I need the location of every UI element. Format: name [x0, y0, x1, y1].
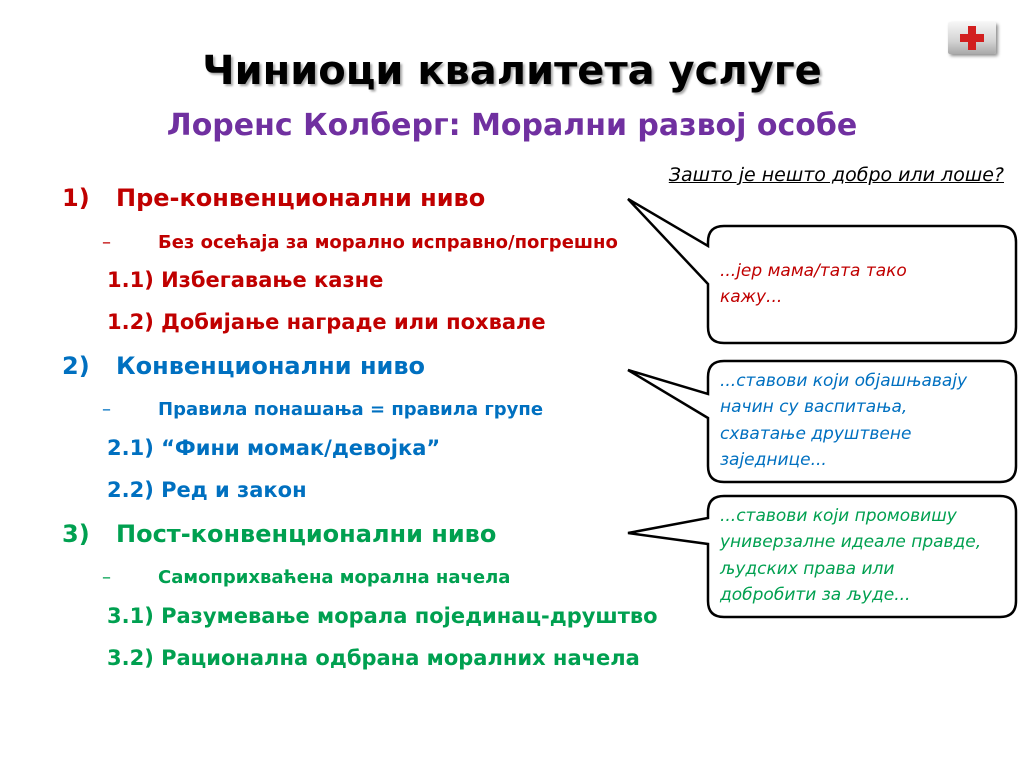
level-1-number: 1) — [62, 184, 90, 212]
level-3-description: – Самоприхваћена морална начела — [102, 567, 511, 588]
level-3-description-text: Самоприхваћена морална начела — [158, 567, 511, 588]
slide-subtitle: Лоренс Колберг: Морални развој особе — [166, 108, 858, 143]
level-3-number: 3) — [62, 520, 90, 548]
level-1-description: – Без осећаја за морално исправно/погрешно — [102, 232, 618, 253]
level-3-item-1: 3.1) Разумевање морала појединац-друштво — [107, 604, 658, 628]
callout-2-line-2: начин су васпитања, — [720, 397, 908, 418]
callout-3-line-4: добробити за људе... — [720, 585, 911, 606]
level-3-item-2: 3.2) Рационална одбрана моралних начела — [107, 646, 640, 670]
callout-1-text — [712, 258, 1012, 311]
level-2-label: Конвенционални ниво — [116, 352, 426, 380]
level-2-number: 2) — [62, 352, 90, 380]
callout-1-line-1: ...јер мама/тата тако — [720, 261, 907, 281]
level-2-description-text: Правила понашања = правила групе — [158, 399, 544, 420]
level-3-label: Пост-конвенционални ниво — [116, 520, 497, 548]
callout-2-text — [712, 368, 1012, 473]
level-1-description-text: Без осећаја за морално исправно/погрешно — [158, 232, 618, 253]
question-heading: Зашто је нешто добро или лоше? — [668, 164, 1004, 186]
level-1-item-1: 1.1) Избегавање казне — [107, 268, 384, 292]
callout-3-line-3: људских права или — [720, 558, 895, 579]
slide-title: Чиниоци квалитета услуге — [202, 48, 822, 94]
callout-2-line-4: заједнице... — [720, 450, 827, 471]
callout-2-line-1: ...ставови који објашњавају — [720, 371, 968, 391]
level-1-label: Пре-конвенционални ниво — [116, 184, 486, 212]
callout-1-line-2: кажу... — [720, 287, 783, 308]
callout-3-text — [712, 503, 1012, 608]
callout-3-line-1: ...ставови који промовишу — [720, 506, 957, 526]
level-2-item-1: 2.1) “Фини момак/девојка” — [107, 436, 441, 460]
level-2-description: – Правила понашања = правила групе — [102, 399, 544, 420]
level-1-item-2: 1.2) Добијање награде или похвале — [107, 310, 546, 334]
level-2-item-2: 2.2) Ред и закон — [107, 478, 307, 502]
callout-3-line-2: универзалне идеале правде, — [720, 532, 982, 553]
callout-2-line-3: схватање друштвене — [720, 423, 912, 444]
